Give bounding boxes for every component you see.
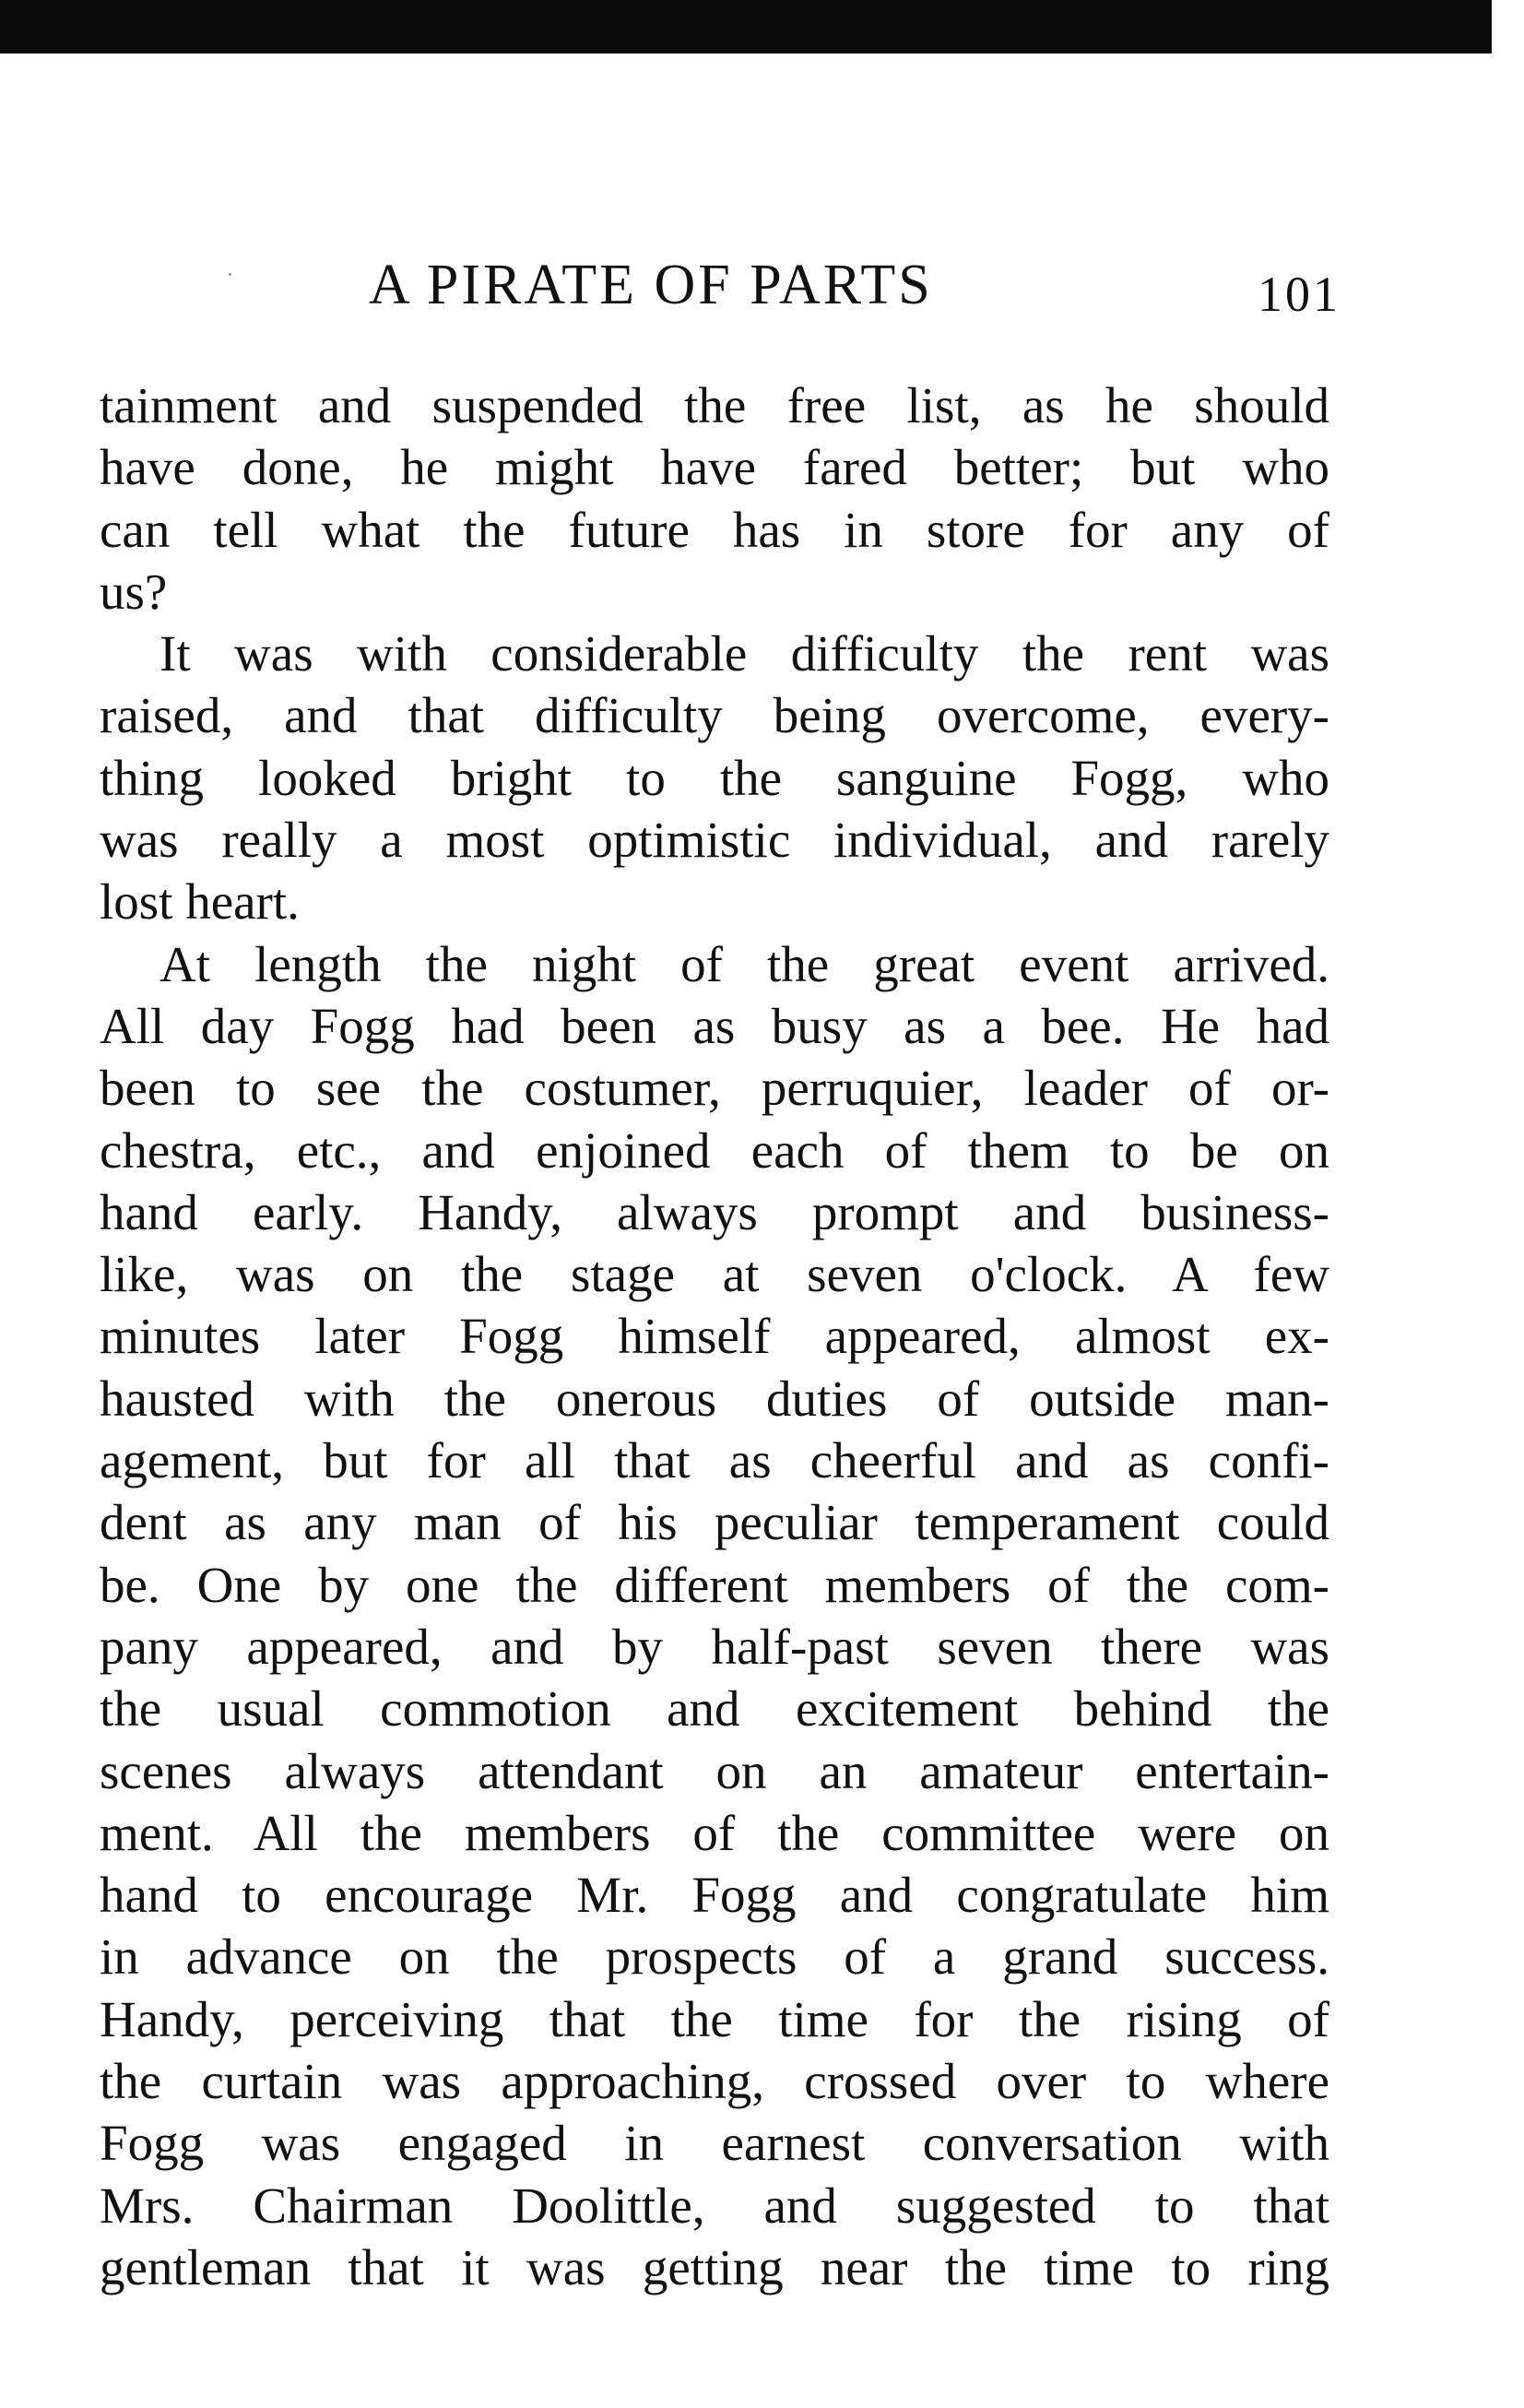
text-line: tainment and suspended the free list, as he should — [100, 377, 1329, 433]
text-line: At length the night of the great event arrived. — [159, 935, 1329, 992]
text-line: ment. All the members of the committee were on — [100, 1804, 1329, 1861]
text-line: thing looked bright to the sanguine Fogg, who — [100, 749, 1329, 806]
text-line: Handy, perceiving that the time for the rising of — [100, 1990, 1329, 2047]
text-line: pany appeared, and by half-past seven there was — [100, 1618, 1329, 1675]
body-text — [100, 374, 1329, 2298]
text-line: be. One by one the different members of the com- — [100, 1556, 1329, 1613]
text-line: chestra, etc., and enjoined each of them to be on — [100, 1121, 1329, 1179]
text-line: been to see the costumer, perruquier, leader of or- — [100, 1060, 1329, 1117]
text-line: the curtain was approaching, crossed over to where — [100, 2053, 1329, 2110]
text-line: minutes later Fogg himself appeared, almost ex- — [100, 1308, 1329, 1365]
text-line: us? — [100, 563, 168, 620]
text-line: scenes always attendant on an amateur entertain- — [100, 1742, 1329, 1799]
text-line: can tell what the future has in store for any of — [100, 501, 1329, 558]
scan-speck — [229, 273, 231, 276]
text-line: Mrs. Chairman Doolittle, and suggested to that — [100, 2177, 1329, 2234]
text-line: agement, but for all that as cheerful and as confi- — [100, 1432, 1329, 1489]
text-line: hausted with the onerous duties of outside man- — [100, 1370, 1329, 1427]
page-number: 101 — [1258, 267, 1341, 322]
text-line: All day Fogg had been as busy as a bee. He had — [100, 997, 1329, 1054]
text-line: the usual commotion and excitement behind the — [100, 1680, 1329, 1738]
text-line: like, was on the stage at seven o'clock. A few — [100, 1246, 1329, 1303]
text-line: gentleman that it was getting near the time to ring — [100, 2238, 1329, 2295]
text-line: lost heart. — [100, 873, 300, 931]
text-line: in advance on the prospects of a grand success. — [100, 1928, 1329, 1986]
text-line: It was with considerable difficulty the rent was — [159, 625, 1329, 682]
running-head: A PIRATE OF PARTS — [369, 254, 933, 316]
text-line: dent as any man of his peculiar temperament could — [100, 1494, 1329, 1551]
text-line: raised, and that difficulty being overcome, every- — [100, 687, 1329, 744]
text-line: hand to encourage Mr. Fogg and congratulate him — [100, 1867, 1329, 1924]
top-edge-rule — [0, 0, 1492, 53]
text-line: was really a most optimistic individual, and rarely — [100, 812, 1329, 869]
text-line: Fogg was engaged in earnest conversation with — [100, 2115, 1329, 2172]
text-line: have done, he might have fared better; but who — [100, 439, 1329, 496]
text-line: hand early. Handy, always prompt and business- — [100, 1183, 1329, 1240]
